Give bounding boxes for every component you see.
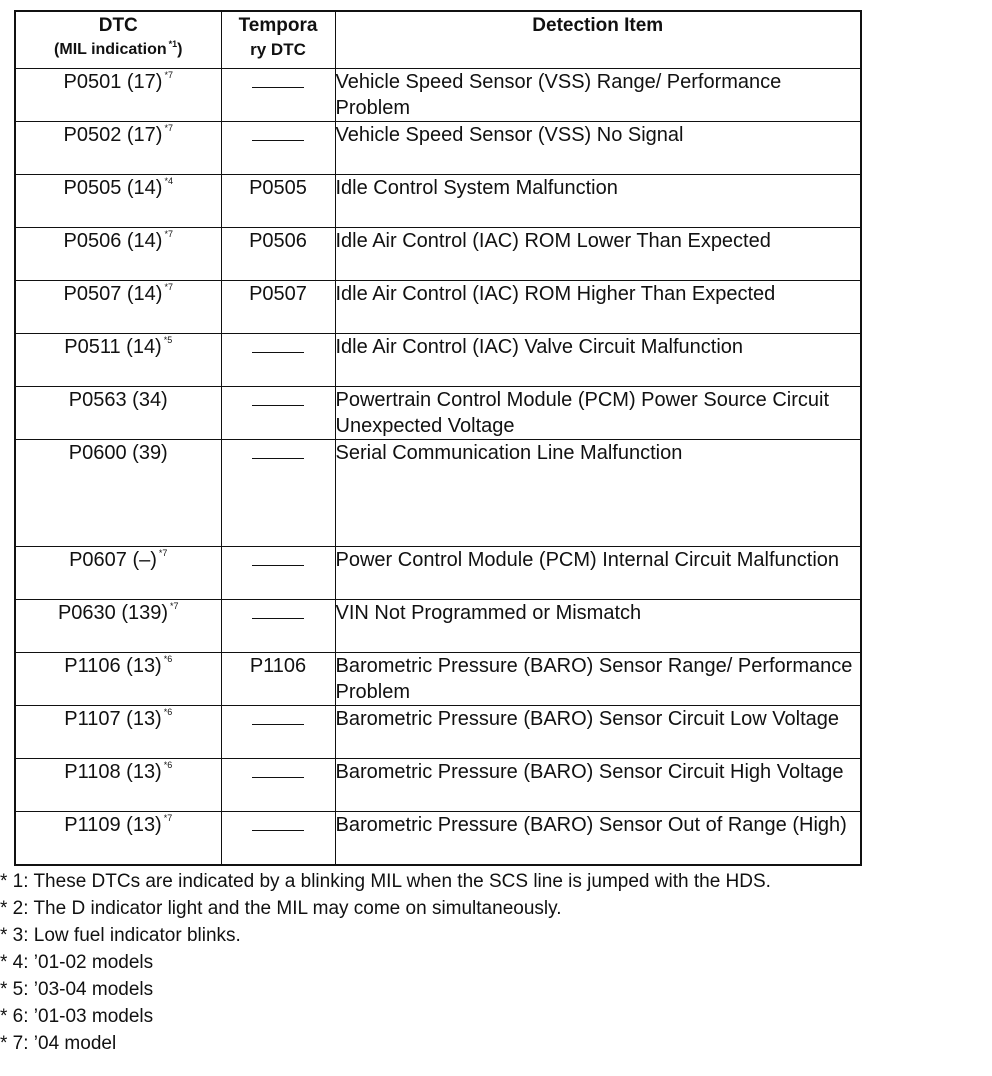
footnote-line: * 3: Low fuel indicator blinks.: [0, 925, 241, 946]
footnote-ref: *7: [163, 813, 173, 823]
footnote-ref: *7: [164, 282, 173, 292]
detection-item-cell: Barometric Pressure (BARO) Sensor Circuit Low Voltage: [335, 706, 861, 759]
table-header-row: [15, 11, 861, 69]
document: [0, 10, 984, 1057]
dtc-code-cell: [15, 759, 221, 812]
header-temporary-dtc: [221, 11, 335, 69]
table-row: [15, 387, 861, 440]
temporary-dtc-cell: [221, 122, 335, 175]
dtc-code: P0506 (14): [63, 230, 163, 252]
temporary-dtc-cell: [221, 653, 335, 706]
detection-item-cell: Idle Air Control (IAC) ROM Higher Than Expected: [335, 281, 861, 334]
detection-item-cell: Powertrain Control Module (PCM) Power Source Circuit Unexpected Voltage: [335, 387, 861, 440]
footnote-ref: *6: [163, 707, 173, 717]
dtc-code-cell: [15, 281, 221, 334]
dtc-code: P0563 (34): [68, 389, 168, 411]
table-row: [15, 175, 861, 228]
footnote-ref: *7: [170, 601, 179, 611]
dtc-code-cell: [15, 812, 221, 866]
temporary-dtc-cell: [221, 281, 335, 334]
footnote-line: * 6: ’01-03 models: [0, 1006, 154, 1027]
dash-line: [252, 352, 304, 353]
dtc-code: P0502 (17): [63, 124, 163, 146]
dtc-code-cell: [15, 600, 221, 653]
footnote-ref: *4: [164, 176, 173, 186]
temporary-dtc-code: P0506: [249, 230, 307, 252]
dtc-code: P0600 (39): [68, 442, 168, 464]
temporary-dtc-cell: [221, 759, 335, 812]
table-row: [15, 440, 861, 547]
dtc-code: P0630 (139): [57, 602, 169, 624]
dtc-code: P1106 (13): [64, 655, 162, 677]
dtc-code: P1107 (13): [64, 708, 162, 730]
detection-item-cell: Barometric Pressure (BARO) Sensor Out of Range (High): [335, 812, 861, 866]
header-dtc: [15, 11, 221, 69]
dash-line: [252, 724, 304, 725]
dtc-code-cell: [15, 653, 221, 706]
footnote-ref: *6: [163, 760, 173, 770]
dash-line: [252, 830, 304, 831]
temporary-dtc-cell: [221, 440, 335, 547]
footnote-line: * 4: ’01-02 models: [0, 952, 154, 973]
footnote-ref: *7: [164, 70, 173, 80]
footnote-line: * 1: These DTCs are indicated by a blinking MIL when the SCS line is jumped with the HDS.: [0, 871, 771, 892]
footnotes: [0, 868, 984, 1057]
detection-item-cell: Vehicle Speed Sensor (VSS) Range/ Performance Problem: [335, 69, 861, 122]
dash-line: [252, 87, 304, 88]
footnote-line: * 7: ’04 model: [0, 1033, 117, 1054]
temporary-dtc-cell: [221, 706, 335, 759]
dtc-code: P0507 (14): [63, 283, 163, 305]
detection-item-cell: Barometric Pressure (BARO) Sensor Range/ Performance Problem: [335, 653, 861, 706]
dtc-code: P0501 (17): [63, 71, 163, 93]
temporary-dtc-cell: [221, 69, 335, 122]
dtc-code-cell: [15, 175, 221, 228]
temporary-dtc-cell: [221, 175, 335, 228]
dtc-code-cell: [15, 387, 221, 440]
temporary-dtc-cell: [221, 812, 335, 866]
temporary-dtc-cell: [221, 547, 335, 600]
footnote-line: * 5: ’03-04 models: [0, 979, 154, 1000]
dtc-code-cell: [15, 706, 221, 759]
detection-item-cell: Vehicle Speed Sensor (VSS) No Signal: [335, 122, 861, 175]
dtc-code-cell: [15, 440, 221, 547]
dtc-code: P1108 (13): [64, 761, 162, 783]
table-body: [15, 69, 861, 866]
temporary-dtc-cell: [221, 387, 335, 440]
table-row: [15, 69, 861, 122]
detection-item-cell: Barometric Pressure (BARO) Sensor Circuit High Voltage: [335, 759, 861, 812]
dtc-code: P0505 (14): [63, 177, 163, 199]
table-row: [15, 334, 861, 387]
header-temp-line2: ry DTC: [250, 40, 306, 59]
table-row: [15, 653, 861, 706]
dtc-code-cell: [15, 228, 221, 281]
dtc-code: P1109 (13): [64, 814, 162, 836]
footnote-ref: *7: [158, 548, 168, 558]
header-detection-item: Detection Item: [335, 11, 861, 69]
footnote-ref: *7: [164, 123, 173, 133]
header-dtc-subtitle: (MIL indication $^{*1}$): [54, 39, 183, 58]
detection-item-cell: Idle Air Control (IAC) Valve Circuit Malfunction: [335, 334, 861, 387]
dash-line: [252, 565, 304, 566]
dtc-table: [14, 10, 862, 866]
footnote-ref: *5: [163, 335, 173, 345]
detection-item-cell: Power Control Module (PCM) Internal Circuit Malfunction: [335, 547, 861, 600]
table-row: [15, 122, 861, 175]
detection-item-cell: Idle Air Control (IAC) ROM Lower Than Expected: [335, 228, 861, 281]
temporary-dtc-cell: [221, 600, 335, 653]
table-row: [15, 706, 861, 759]
table-row: [15, 281, 861, 334]
dash-line: [252, 140, 304, 141]
temporary-dtc-code: P0507: [249, 283, 307, 305]
detection-item-cell: Idle Control System Malfunction: [335, 175, 861, 228]
header-dtc-title: DTC: [98, 15, 138, 36]
table-row: [15, 547, 861, 600]
dash-line: [252, 618, 304, 619]
temporary-dtc-code: P1106: [249, 655, 307, 677]
dtc-code-cell: [15, 69, 221, 122]
table-row: [15, 759, 861, 812]
detection-item-cell: VIN Not Programmed or Mismatch: [335, 600, 861, 653]
temporary-dtc-cell: [221, 334, 335, 387]
table-row: [15, 228, 861, 281]
header-temp-line1: Tempora: [238, 15, 318, 36]
footnote-line: * 2: The D indicator light and the MIL may come on simultaneously.: [0, 898, 562, 919]
temporary-dtc-code: P0505: [249, 177, 307, 199]
dash-line: [252, 777, 304, 778]
dash-line: [252, 405, 304, 406]
dtc-code: P0511 (14): [64, 336, 162, 358]
footnote-ref: *6: [163, 654, 173, 664]
table-row: [15, 600, 861, 653]
dash-line: [252, 458, 304, 459]
detection-item-cell: Serial Communication Line Malfunction: [335, 440, 861, 547]
footnote-ref: *7: [164, 229, 173, 239]
dtc-code-cell: [15, 334, 221, 387]
table-row: [15, 812, 861, 866]
dtc-code: P0607 (–): [69, 549, 157, 571]
dtc-code-cell: [15, 122, 221, 175]
temporary-dtc-cell: [221, 228, 335, 281]
dtc-code-cell: [15, 547, 221, 600]
